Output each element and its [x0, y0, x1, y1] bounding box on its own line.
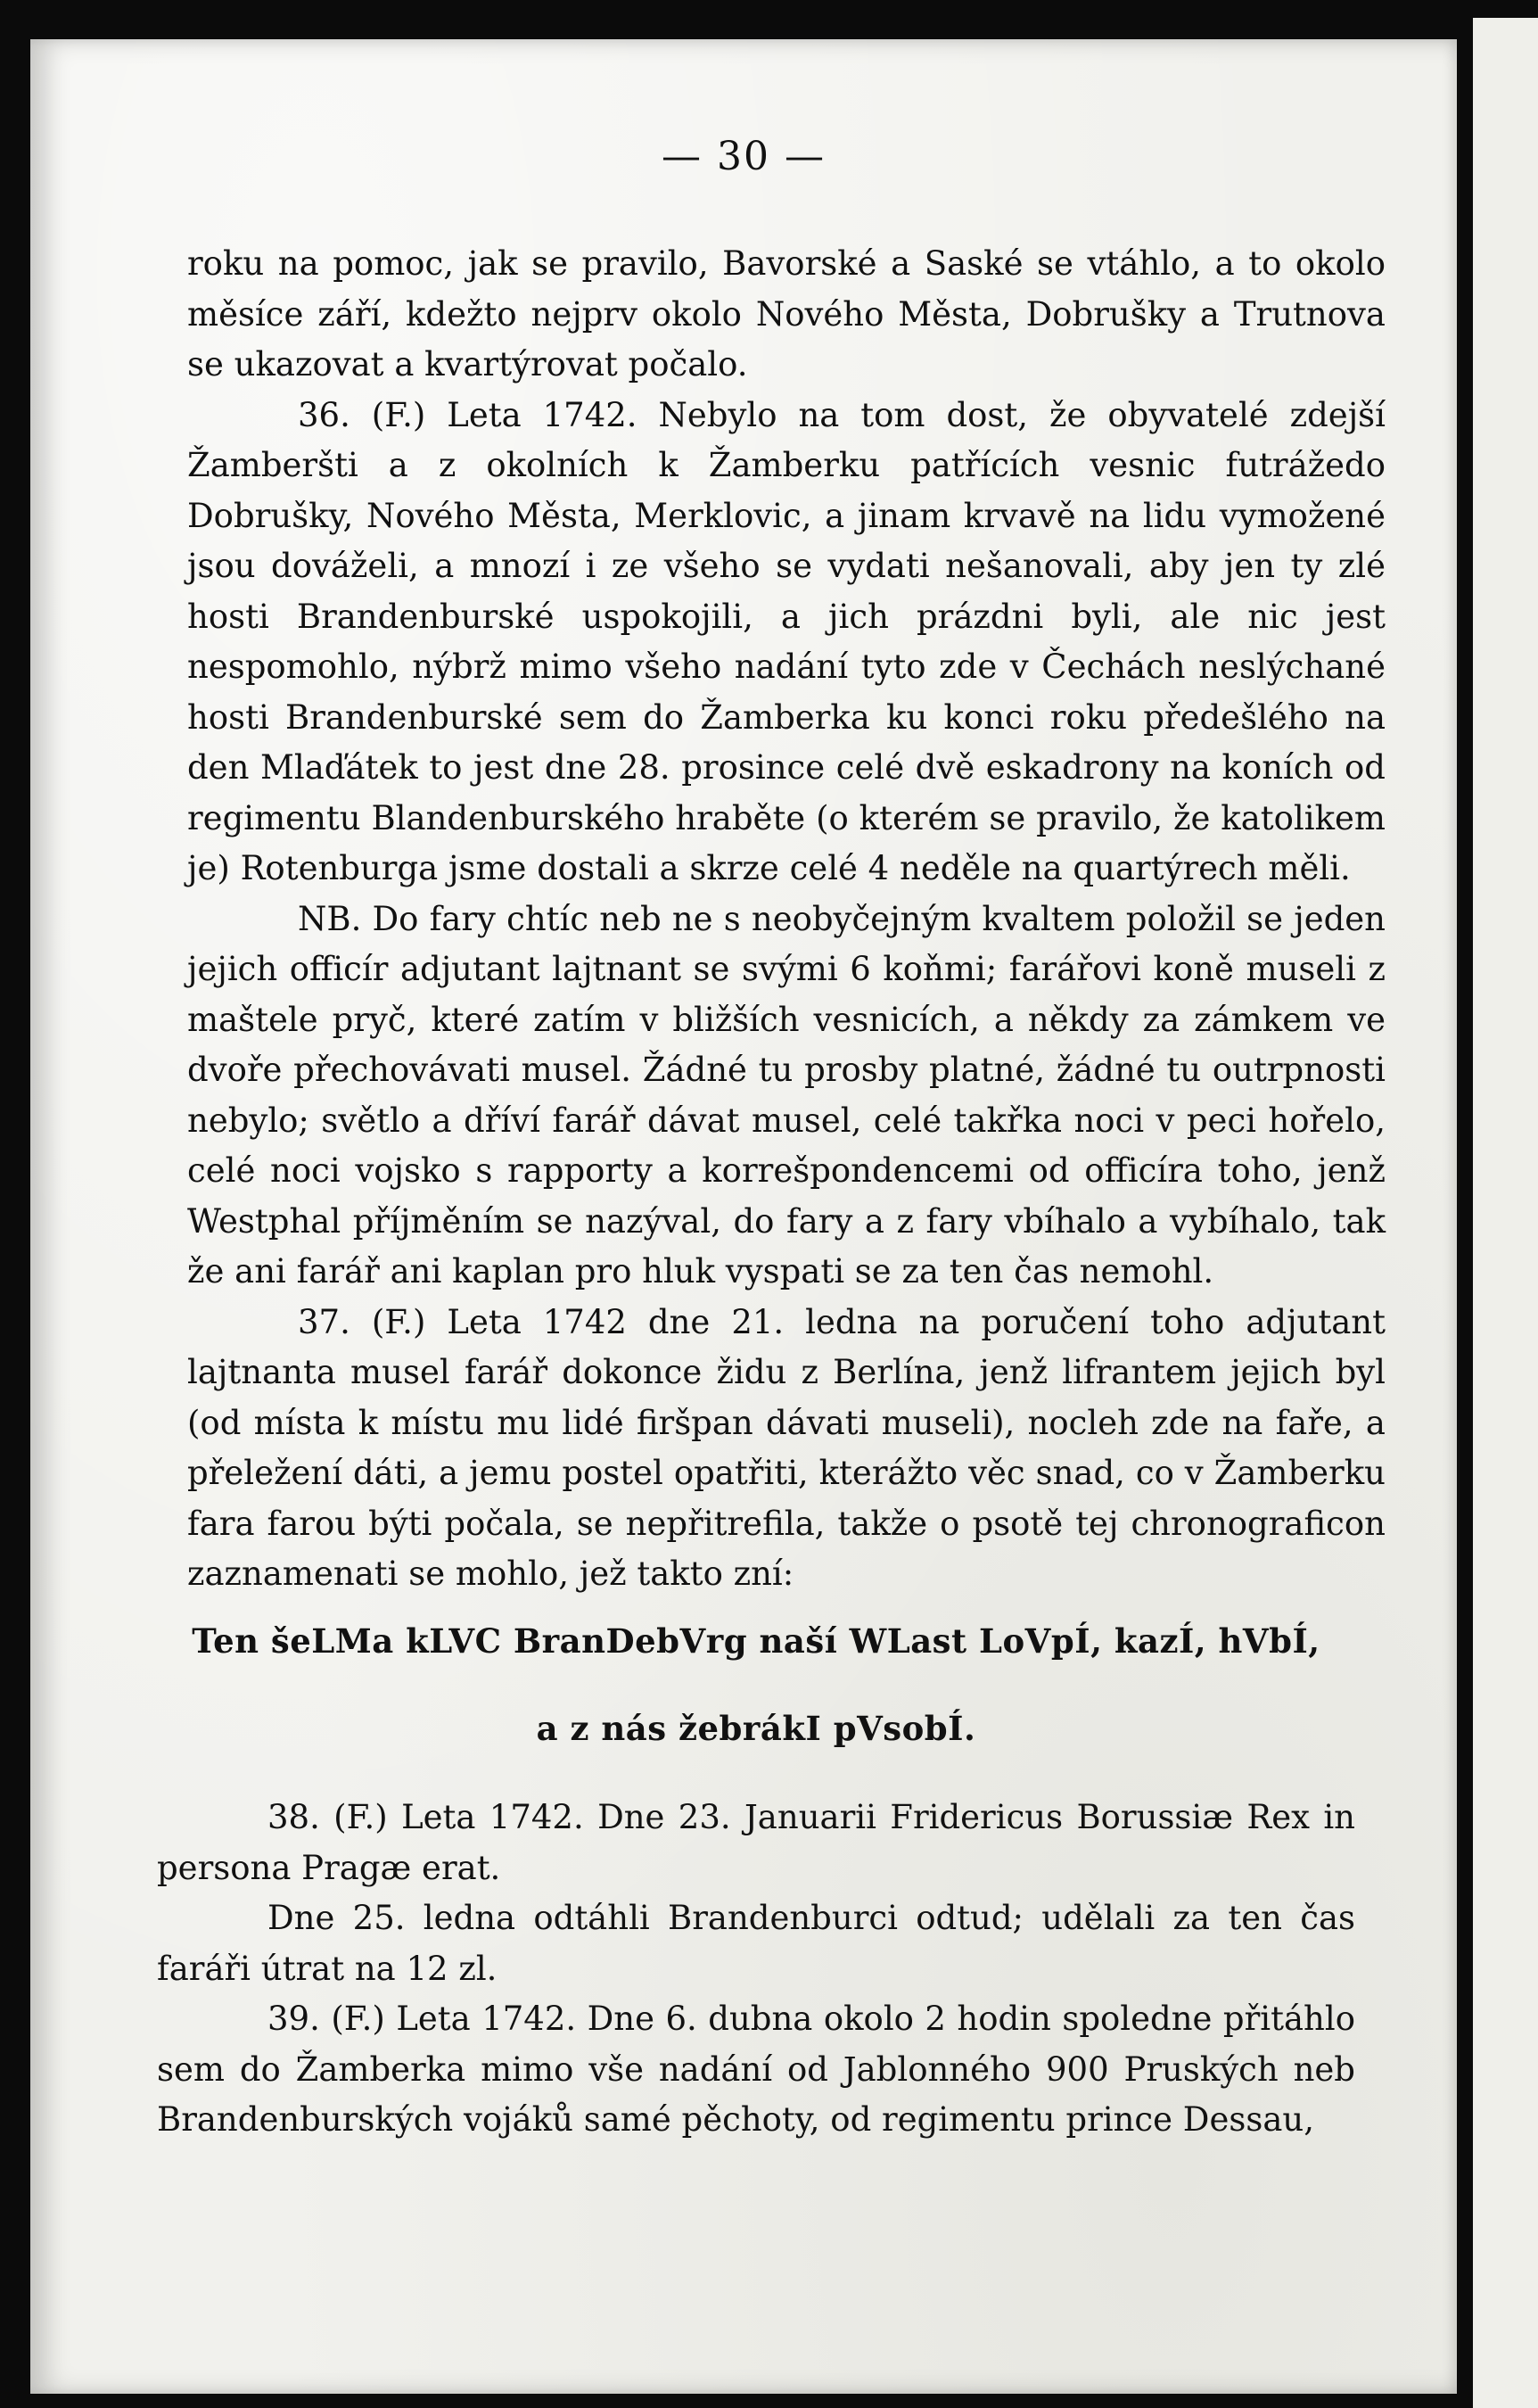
chronogram-line-1: Ten šeLMa kLVC BranDebVrg naší WLast LoVpÍ, kazÍ, hVbÍ,: [192, 1621, 1320, 1661]
paragraph-entry-39: 39. (F.) Leta 1742. Dne 6. dubna okolo 2 hodin spoledne přitáhlo sem do Žamberka mimo vše nadání od Jablonného 900 Pruských neb Brandenburských vojáků samé pěchoty, od regimentu prince Dessau,: [157, 2000, 1355, 2139]
paragraph-entry-38-cont: Dne 25. ledna odtáhli Brandenburci odtud; udělali za ten čas faráři útrat na 12 zl.: [157, 1899, 1355, 1988]
chronogram-line-2: a z nás žebrákI pVsobÍ.: [536, 1709, 976, 1748]
adjacent-page-edge: [1473, 18, 1538, 2408]
paragraph-entry-38: 38. (F.) Leta 1742. Dne 23. Januarii Fridericus Borussiæ Rex in persona Pragæ erat.: [157, 1798, 1355, 1887]
page-number: — 30 —: [662, 134, 826, 179]
paragraph-nota-bene: NB. Do fary chtíc neb ne s neobyčejným kvaltem položil se jeden jejich officír adjutant lajtnant se svými 6 koňmi; farářovi koně museli z maštele pryč, které zatím v bližších vesnicích, a někdy za zámkem ve dvoře přechovávati musel. Žádné tu prosby platné, žádné tu outrpnosti nebylo; světlo a dříví farář dávat musel, celé takřka noci v peci hořelo, celé noci vojsko s rapporty a korrešpondencemi od officíra toho, jenž Westphal příjměním se nazýval, do fary a z fary vbíhalo a vybíhalo, tak že ani farář ani kaplan pro hluk vyspati se za ten čas nemohl.: [187, 899, 1386, 1291]
body-text-upper: [187, 239, 1386, 1600]
paragraph-entry-36: 36. (F.) Leta 1742. Nebylo na tom dost, že obyvatelé zdejší Žamberšti a z okolních k Žamberku patřících vesnic futrážedo Dobrušky, Nového Města, Merklovic, a jinam krvavě na lidu vymožené jsou dováželi, a mnozí i ze všeho se vydati nešanovali, aby jen ty zlé hosti Brandenburské uspokojili, a jich prázdni byli, ale nic jest nespomohlo, nýbrž mimo všeho nadání tyto zde v Čechách neslýchané hosti Brandenburské sem do Žamberka ku konci roku předešlého na den Mlaďátek to jest dne 28. prosince celé dvě eskadrony na koních od regimentu Blandenburského hraběte (o kterém se pravilo, že katolikem je) Rotenburga jsme dostali a skrze celé 4 neděle na quartýrech měli.: [187, 395, 1386, 887]
paragraph-entry-37: 37. (F.) Leta 1742 dne 21. ledna na poručení toho adjutant lajtnanta musel farář dokonce židu z Berlína, jenž lifrantem jejich byl (od místa k místu mu lidé firšpan dávati museli), nocleh zde na faře, a přeležení dáti, a jemu postel opatřiti, kterážto věc snad, co v Žamberku fara farou býti počala, se nepřitrefila, takže o psotě tej chronograficon zaznamenati se mohlo, jež takto zní:: [187, 1302, 1386, 1593]
body-text-lower: [157, 1793, 1355, 2146]
paragraph-continuation: roku na pomoc, jak se pravilo, Bavorské a Saské se vtáhlo, a to okolo měsíce září, kdežto nejprv okolo Nového Města, Dobrušky a Trutnova se ukazovat a kvartýrovat počalo.: [187, 244, 1386, 383]
